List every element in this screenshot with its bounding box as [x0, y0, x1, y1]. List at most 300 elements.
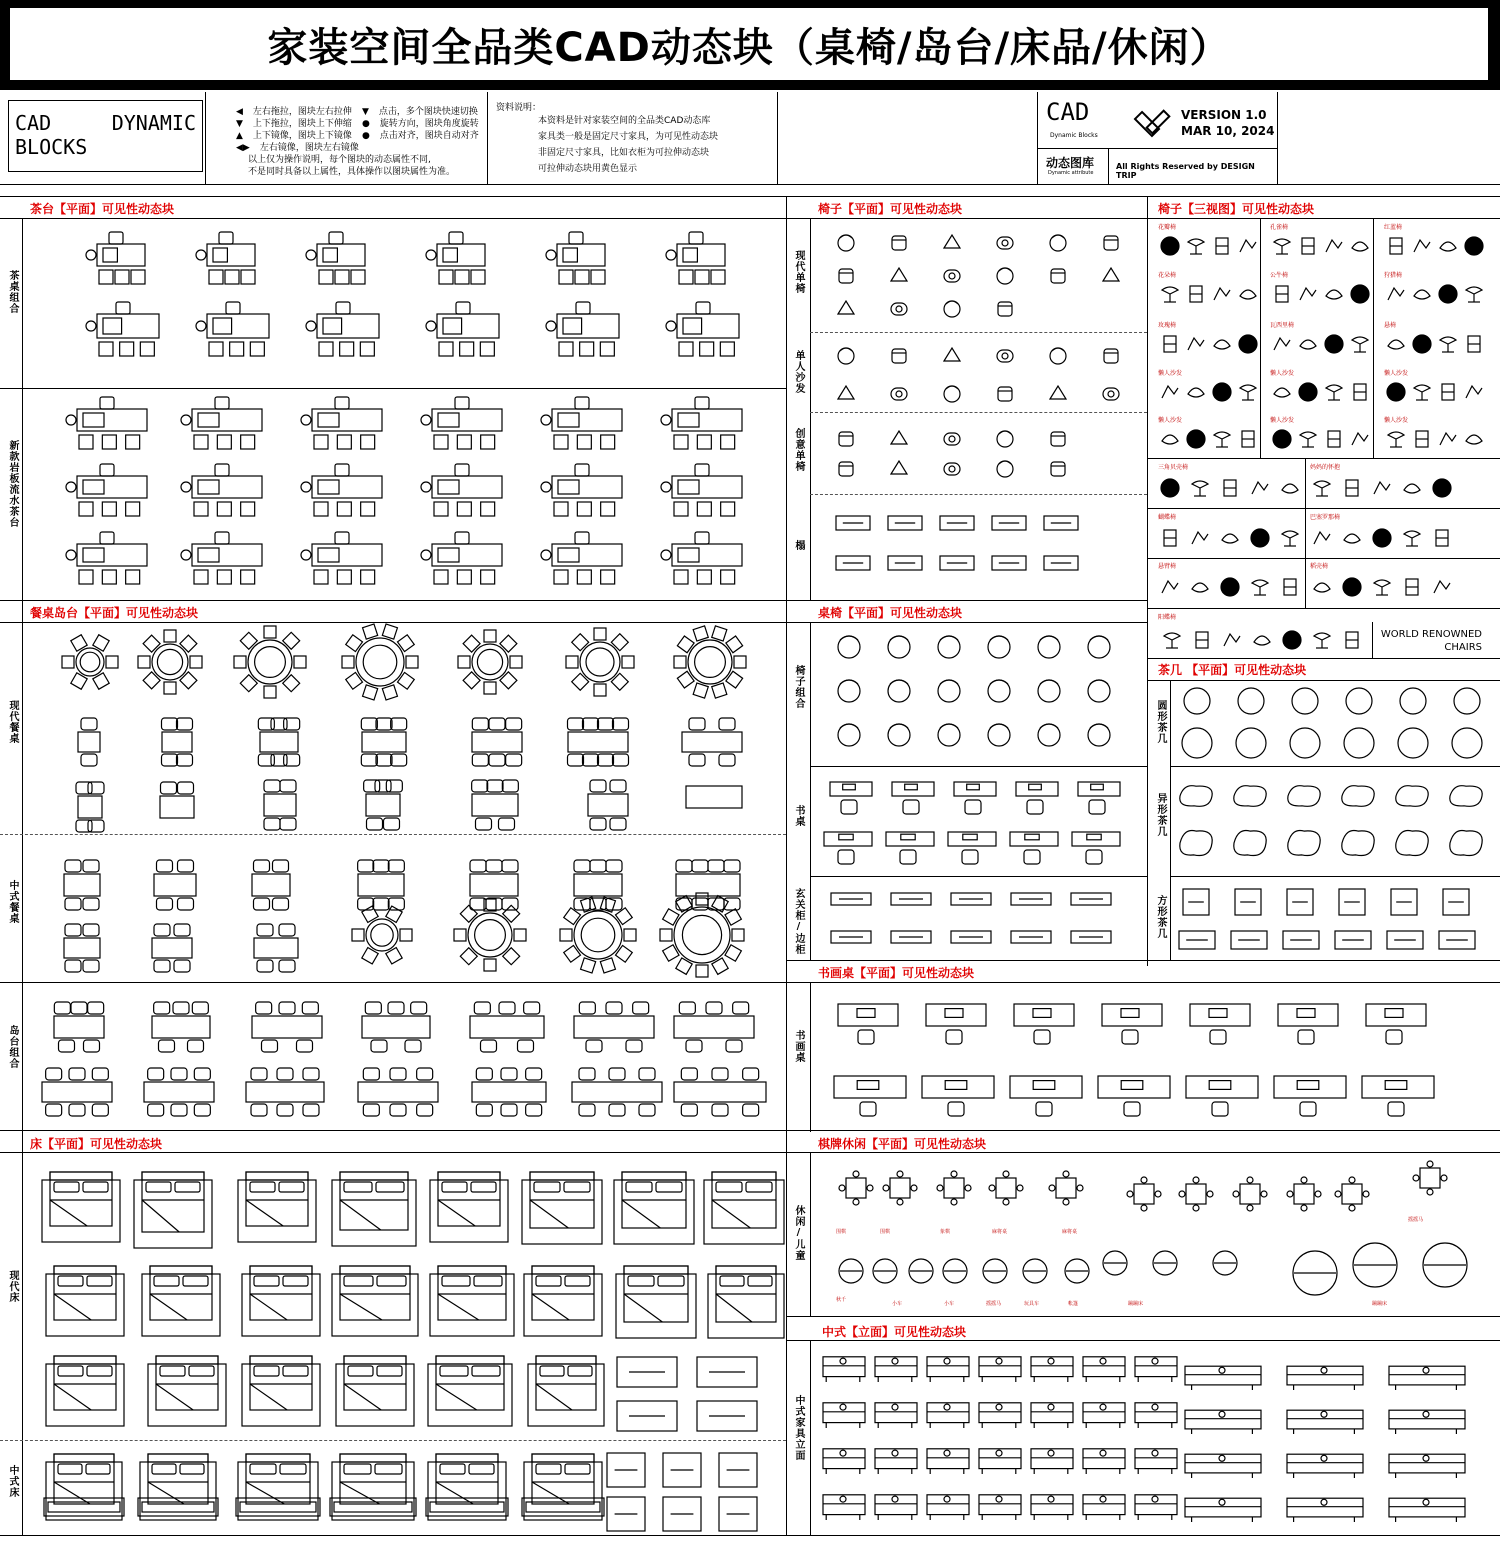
row-label: 中式餐桌: [7, 880, 18, 924]
chair-view-icon: [1410, 380, 1434, 404]
title-frame: [10, 8, 1488, 80]
bed-elevation-symbol: [616, 1356, 678, 1388]
date-label: MAR 10, 2024: [1181, 124, 1275, 138]
irregular-coffee-table-symbol: [1176, 782, 1216, 810]
tea-table-symbol: [420, 462, 514, 524]
chair-view-icon: [1188, 526, 1212, 550]
leisure-name-label: 象棋: [940, 1229, 951, 1235]
tea-table-symbol: [180, 530, 274, 592]
leisure-item-symbol: [870, 1256, 900, 1286]
chair-icon: [941, 298, 963, 320]
chair-name-label: 稻壳椅: [1310, 563, 1329, 570]
irregular-coffee-table-symbol: [1338, 826, 1378, 860]
square-coffee-table-symbol: [1386, 930, 1424, 950]
desk-symbol: [924, 1002, 988, 1054]
bed-elevation-symbol: [616, 1400, 678, 1432]
row-label: 现代床: [7, 1270, 18, 1303]
chair-icon: [1047, 458, 1069, 480]
chair-view-icon: [1158, 282, 1182, 306]
row-label: 椅子组合: [793, 665, 804, 709]
rule: [1260, 218, 1261, 458]
chair-name-label: 花朵椅: [1158, 272, 1177, 279]
chair-icon: [1047, 383, 1069, 405]
leisure-name-label: 小车: [944, 1301, 955, 1307]
desk-symbol: [1184, 1074, 1260, 1126]
leisure-item-symbol: [980, 1256, 1010, 1286]
bed-room-symbol: [718, 1452, 758, 1488]
couch-symbol: [939, 555, 975, 571]
bed-symbol: [240, 1354, 322, 1428]
tea-table-symbol: [65, 462, 159, 524]
island-combo-symbol: [570, 1066, 664, 1122]
island-combo-symbol: [468, 1000, 546, 1058]
row-label: 圆形茶几: [1155, 700, 1166, 744]
chair-view-icon: [1188, 575, 1212, 599]
elevation-furniture-symbol: [1082, 1346, 1126, 1384]
chair-combo-symbol: [882, 676, 916, 706]
rule: [0, 600, 786, 601]
rule: [786, 1152, 1500, 1153]
entry-cabinet-symbol: [950, 930, 992, 944]
island-combo-symbol: [40, 1066, 114, 1122]
chair-name-label: 狩猎椅: [1384, 272, 1403, 279]
chair-combo-symbol: [1082, 676, 1116, 706]
rule: [1147, 508, 1500, 509]
chair-icon: [994, 428, 1016, 450]
desk-symbol: [884, 830, 936, 874]
chair-icon: [888, 298, 910, 320]
game-table-symbol: [1332, 1176, 1372, 1212]
leisure-name-label: 蹦蹦床: [1128, 1301, 1144, 1307]
chair-icon: [835, 298, 857, 320]
chair-view-icon: [1296, 380, 1320, 404]
irregular-coffee-table-symbol: [1392, 782, 1432, 810]
rule: [1305, 458, 1306, 608]
instr-note: 不是同时具备以上属性，具体操作以图块属性为准。: [248, 167, 456, 177]
rule: [0, 1440, 786, 1441]
desk-symbol: [1188, 1002, 1252, 1054]
desk-symbol: [1272, 1074, 1348, 1126]
game-table-symbol: [1124, 1176, 1164, 1212]
chair-view-icon: [1370, 526, 1394, 550]
tea-table-symbol: [300, 395, 394, 457]
tea-table-symbol: [660, 530, 754, 592]
elevation-furniture-symbol: [822, 1392, 866, 1430]
elevation-furniture-symbol: [978, 1438, 1022, 1476]
chair-view-icon: [1218, 575, 1242, 599]
chair-icon: [835, 383, 857, 405]
bed-symbol: [706, 1264, 786, 1340]
bed-symbol: [428, 1170, 510, 1244]
chair-name-label: 妈妈的怀抱: [1310, 464, 1341, 471]
tea-table-symbol: [545, 230, 617, 292]
round-dining-table-symbol: [137, 629, 203, 695]
bed-room-symbol: [662, 1452, 702, 1488]
chair-combo-symbol: [982, 632, 1016, 662]
chair-icon: [835, 458, 857, 480]
bed-symbol: [522, 1264, 604, 1338]
leisure-name-label: 帐篷: [1068, 1301, 1079, 1307]
section-title-chair-three-view: 椅子【三视图】可见性动态块: [1158, 202, 1315, 216]
chair-name-label: 懒人沙发: [1270, 370, 1295, 377]
bed-symbol: [240, 1264, 322, 1338]
bed-symbol: [428, 1264, 516, 1338]
arrows-left-right-icon: ◀▶: [236, 143, 250, 153]
chair-combo-symbol: [1032, 632, 1066, 662]
section-title-dining: 餐桌岛台【平面】可见性动态块: [30, 606, 199, 620]
cad-small-logo: CAD: [1046, 98, 1090, 126]
square-coffee-table-symbol: [1234, 888, 1262, 916]
chair-combo-symbol: [932, 676, 966, 706]
leisure-item-symbol: [1062, 1256, 1092, 1286]
chair-combo-symbol: [932, 720, 966, 750]
chair-icon: [1100, 383, 1122, 405]
chair-combo-symbol: [882, 720, 916, 750]
chair-combo-symbol: [1082, 720, 1116, 750]
chair-view-icon: [1218, 526, 1242, 550]
chair-view-icon: [1160, 628, 1184, 652]
tea-table-symbol: [65, 530, 159, 592]
elevation-furniture-symbol: [1184, 1488, 1262, 1524]
chair-icon: [888, 458, 910, 480]
cad-small-caption: Dynamic Blocks: [1050, 132, 1098, 139]
chinese-dining-table-symbol: [62, 858, 102, 916]
tea-table-symbol: [85, 230, 157, 292]
desk-symbol: [828, 780, 874, 824]
leisure-name-label: 麻将桌: [1062, 1229, 1078, 1235]
tea-table-symbol: [305, 300, 391, 364]
chair-view-icon: [1436, 282, 1460, 306]
desk-symbol: [1012, 1002, 1076, 1054]
rule: [1170, 766, 1500, 767]
island-combo-symbol: [470, 1066, 548, 1122]
section-title-tea: 茶台【平面】可见性动态块: [30, 202, 175, 216]
chair-view-icon: [1322, 282, 1346, 306]
desk-symbol: [1076, 780, 1122, 824]
leisure-item-symbol: [836, 1256, 866, 1286]
section-title-coffee: 茶几 【平面】可见性动态块: [1158, 663, 1307, 677]
chair-view-icon: [1310, 526, 1334, 550]
island-combo-symbol: [672, 1000, 756, 1058]
chair-view-icon: [1340, 575, 1364, 599]
leisure-name-label: 秋千: [836, 1297, 847, 1303]
rule: [810, 412, 1147, 413]
rule: [810, 876, 1147, 877]
tea-table-symbol: [180, 462, 274, 524]
data-note-title: 资料说明：: [496, 103, 542, 113]
round-coffee-table-symbol: [1342, 726, 1376, 760]
tea-table-symbol: [540, 395, 634, 457]
chair-icon: [1047, 232, 1069, 254]
rule: [786, 600, 1147, 601]
row-label: 方形茶几: [1155, 895, 1166, 939]
square-coffee-table-symbol: [1442, 888, 1470, 916]
island-combo-symbol: [356, 1066, 440, 1122]
chair-view-icon: [1410, 427, 1434, 451]
chair-combo-symbol: [1082, 632, 1116, 662]
desk-symbol: [1014, 780, 1060, 824]
tea-table-symbol: [300, 530, 394, 592]
chair-view-icon: [1158, 526, 1182, 550]
tea-table-symbol: [300, 462, 394, 524]
rule: [0, 982, 786, 983]
tea-table-symbol: [660, 462, 754, 524]
leisure-item-symbol: [1150, 1248, 1180, 1278]
round-coffee-table-symbol: [1396, 726, 1430, 760]
rule: [786, 218, 1500, 219]
dining-table-symbol: [586, 778, 630, 836]
bed-symbol: [330, 1264, 420, 1338]
chair-view-icon: [1340, 476, 1364, 500]
blank-box: [778, 92, 1038, 184]
row-label: 现代餐桌: [7, 700, 18, 744]
rule: [1147, 458, 1500, 459]
bed-symbol: [40, 1170, 122, 1244]
modern-dining-table-symbol: [470, 716, 524, 772]
elevation-furniture-symbol: [926, 1346, 970, 1384]
elevation-furniture-symbol: [874, 1346, 918, 1384]
tea-table-symbol: [65, 395, 159, 457]
irregular-coffee-table-symbol: [1338, 782, 1378, 810]
irregular-coffee-table-symbol: [1230, 782, 1270, 810]
bed-symbol: [44, 1354, 126, 1428]
couch-symbol: [887, 515, 923, 531]
entry-cabinet-symbol: [1010, 892, 1052, 906]
leisure-name-label: 围棋: [880, 1229, 891, 1235]
tea-table-symbol: [665, 230, 737, 292]
bed-symbol: [522, 1452, 604, 1522]
bed-room-symbol: [606, 1452, 646, 1488]
round-dining-table-symbol: [565, 627, 635, 697]
chair-icon: [994, 383, 1016, 405]
round-dining-table-symbol: [457, 629, 523, 695]
elevation-furniture-symbol: [1030, 1484, 1074, 1522]
desk-symbol: [1008, 1074, 1084, 1126]
instr-text: 左右拖拉，图块左右拉伸: [252, 107, 352, 117]
chair-name-label: 孔雀椅: [1270, 224, 1289, 231]
chair-icon: [994, 265, 1016, 287]
bed-symbol: [426, 1452, 508, 1522]
chair-name-label: 懒人沙发: [1158, 370, 1183, 377]
tea-table-symbol: [305, 230, 377, 292]
chair-icon: [888, 232, 910, 254]
chair-view-icon: [1462, 282, 1486, 306]
library-sub: Dynamic attribute: [1048, 170, 1094, 176]
bed-symbol: [44, 1452, 124, 1522]
chair-icon: [835, 345, 857, 367]
leisure-name-label: 围棋: [836, 1229, 847, 1235]
rule: [1147, 658, 1500, 659]
leisure-item-symbol: [1100, 1248, 1130, 1278]
elevation-furniture-symbol: [1030, 1346, 1074, 1384]
arrows-up-down-icon: ▲: [236, 131, 243, 141]
chair-view-icon: [1340, 526, 1364, 550]
chair-view-icon: [1270, 427, 1294, 451]
section-title-chess: 棋牌休闲【平面】可见性动态块: [818, 1137, 987, 1151]
desk-symbol: [836, 1002, 900, 1054]
chair-view-icon: [1270, 282, 1294, 306]
elevation-furniture-symbol: [1030, 1438, 1074, 1476]
island-combo-symbol: [672, 1066, 768, 1122]
chair-name-label: 懒人沙发: [1384, 417, 1409, 424]
chair-icon: [888, 345, 910, 367]
bed-symbol: [334, 1354, 416, 1428]
leisure-name-label: 小车: [892, 1301, 903, 1307]
chair-name-label: 公牛椅: [1270, 272, 1289, 279]
tea-table-symbol: [420, 530, 514, 592]
chair-icon: [994, 232, 1016, 254]
couch-symbol: [991, 555, 1027, 571]
elevation-furniture-symbol: [926, 1392, 970, 1430]
chair-view-icon: [1340, 628, 1364, 652]
chair-view-icon: [1278, 476, 1302, 500]
chair-icon: [994, 458, 1016, 480]
modern-dining-table-symbol: [76, 716, 102, 772]
row-label: 休闲/儿童: [793, 1205, 804, 1261]
leisure-name-label: 玩具车: [1024, 1301, 1040, 1307]
rule: [0, 218, 786, 219]
round-coffee-table-symbol: [1182, 686, 1212, 716]
elevation-furniture-symbol: [978, 1484, 1022, 1522]
square-coffee-table-symbol: [1390, 888, 1418, 916]
world-chairs-line2: CHAIRS: [1444, 642, 1482, 653]
round-dining-table-symbol: [453, 898, 527, 972]
chair-view-icon: [1296, 332, 1320, 356]
round-dining-table-symbol: [659, 892, 745, 978]
chair-icon: [994, 345, 1016, 367]
chair-view-icon: [1462, 332, 1486, 356]
leisure-name-label: 蹦蹦床: [1372, 1301, 1388, 1307]
chinese-dining-table-symbol: [150, 922, 194, 978]
game-table-symbol: [1046, 1170, 1086, 1206]
chair-view-icon: [1210, 234, 1234, 258]
row-label: 玄关柜/边柜: [793, 888, 804, 955]
desk-symbol: [822, 830, 874, 874]
rule: [810, 1152, 811, 1316]
row-label: 榻: [793, 540, 804, 551]
section-title-bed: 床【平面】可见性动态块: [30, 1137, 163, 1151]
game-table-symbol: [1284, 1176, 1324, 1212]
elevation-furniture-symbol: [1134, 1346, 1178, 1384]
couch-symbol: [835, 555, 871, 571]
column-divider: [1147, 196, 1148, 966]
irregular-coffee-table-symbol: [1446, 782, 1486, 810]
elevation-furniture-symbol: [1184, 1444, 1262, 1480]
chair-combo-symbol: [1032, 720, 1066, 750]
instructions-box: [206, 92, 488, 184]
leisure-item-symbol: [1350, 1240, 1400, 1290]
entry-cabinet-symbol: [1070, 892, 1112, 906]
chair-view-icon: [1436, 427, 1460, 451]
chair-view-icon: [1462, 380, 1486, 404]
square-coffee-table-symbol: [1338, 888, 1366, 916]
rule: [810, 982, 811, 1132]
chair-combo-symbol: [982, 676, 1016, 706]
chair-view-icon: [1400, 476, 1424, 500]
chair-view-icon: [1410, 234, 1434, 258]
bed-symbol: [526, 1354, 606, 1428]
island-combo-symbol: [572, 1000, 656, 1058]
rule: [786, 1316, 1500, 1317]
square-coffee-table-symbol: [1178, 930, 1216, 950]
game-table-symbol: [1230, 1176, 1270, 1212]
rule: [0, 1152, 786, 1153]
instr-text: 左右镜像，图块左右镜像: [259, 143, 359, 153]
irregular-coffee-table-symbol: [1176, 826, 1216, 860]
round-dining-table-symbol: [61, 633, 119, 691]
square-coffee-table-symbol: [1438, 930, 1476, 950]
data-note-line: 本资料是针对家装空间的全品类CAD动态库: [538, 116, 711, 126]
elevation-furniture-symbol: [1286, 1488, 1364, 1524]
rule: [1170, 876, 1500, 877]
bed-symbol: [236, 1452, 320, 1522]
instructions: [236, 106, 487, 178]
tea-table-symbol: [85, 300, 171, 364]
desk-symbol: [1070, 830, 1122, 874]
leisure-item-symbol: [1290, 1248, 1340, 1298]
chair-view-icon: [1430, 575, 1454, 599]
rule: [1147, 608, 1500, 609]
chair-combo-symbol: [1032, 676, 1066, 706]
chair-icon: [1047, 345, 1069, 367]
logo-box: [0, 92, 206, 184]
chair-view-icon: [1370, 476, 1394, 500]
chair-combo-symbol: [882, 632, 916, 662]
chair-view-icon: [1188, 476, 1212, 500]
arrow-down-icon: ▼: [361, 107, 369, 117]
chair-view-icon: [1184, 427, 1208, 451]
instr-text: 旋转方向，图块角度旋转: [379, 119, 479, 129]
round-coffee-table-symbol: [1236, 686, 1266, 716]
chair-view-icon: [1370, 575, 1394, 599]
data-note-box: [488, 92, 778, 184]
chair-view-icon: [1410, 332, 1434, 356]
chair-view-icon: [1158, 476, 1182, 500]
entry-cabinet-symbol: [890, 930, 932, 944]
chair-view-icon: [1348, 427, 1372, 451]
chair-icon: [941, 345, 963, 367]
logo-cad-text: CAD: [15, 111, 52, 135]
chair-view-icon: [1184, 234, 1208, 258]
chair-name-label: 懒人沙发: [1158, 417, 1183, 424]
elevation-furniture-symbol: [926, 1438, 970, 1476]
tea-table-symbol: [545, 300, 631, 364]
pencil-ruler-icon: [1138, 106, 1172, 140]
chair-name-label: 悬臂椅: [1158, 563, 1177, 570]
chinese-dining-table-symbol: [62, 922, 102, 978]
square-coffee-table-symbol: [1286, 888, 1314, 916]
chair-view-icon: [1310, 575, 1334, 599]
instr-text: 点击对齐，图块自动对齐: [379, 131, 479, 141]
modern-dining-table-symbol: [360, 716, 408, 772]
modern-dining-table-symbol: [160, 716, 194, 772]
rule: [786, 196, 1500, 197]
chair-name-label: 三角贝壳椅: [1158, 464, 1189, 471]
chair-view-icon: [1348, 282, 1372, 306]
round-dining-table-symbol: [351, 904, 413, 966]
modern-dining-table-symbol: [258, 716, 300, 772]
chair-view-icon: [1462, 234, 1486, 258]
desk-symbol: [952, 780, 998, 824]
info-header: [0, 92, 1500, 185]
chair-view-icon: [1190, 628, 1214, 652]
chair-view-icon: [1270, 332, 1294, 356]
round-dining-table-symbol: [341, 623, 419, 701]
bed-symbol: [138, 1452, 218, 1522]
logo-blocks-text: BLOCKS: [15, 135, 88, 159]
chair-icon: [888, 383, 910, 405]
leisure-item-symbol: [1210, 1248, 1240, 1278]
